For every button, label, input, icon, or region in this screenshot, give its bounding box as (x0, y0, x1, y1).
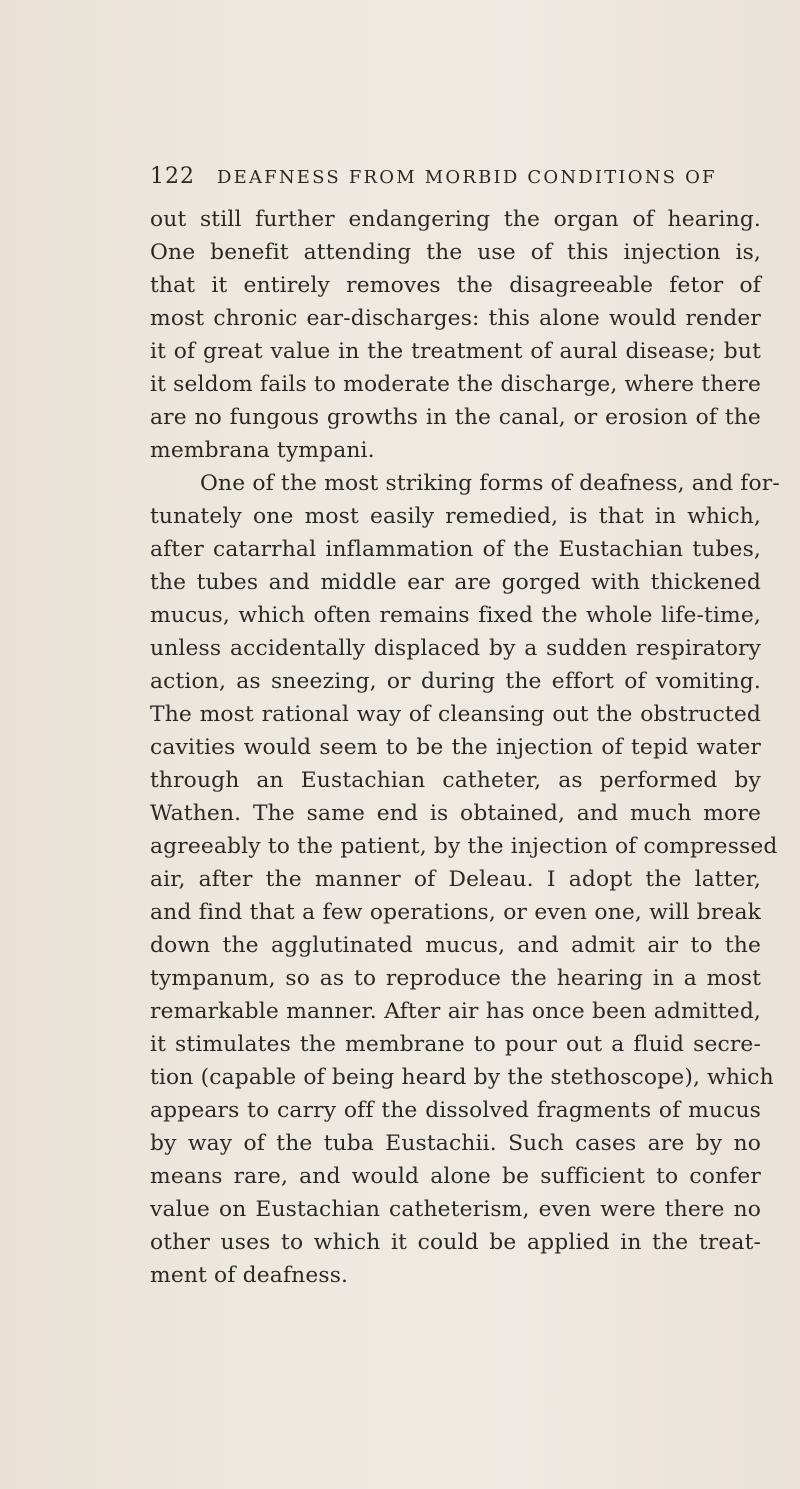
text-line: most chronic ear-discharges: this alone would render (150, 306, 761, 331)
text-line: are no fungous growths in the canal, or erosion of the (150, 405, 761, 430)
text-line: by way of the tuba Eustachii. Such cases are by no (150, 1131, 761, 1156)
text-line: it stimulates the membrane to pour out a fluid secre- (150, 1032, 761, 1057)
text-line: it seldom fails to moderate the discharge, where there (150, 372, 762, 397)
running-head (150, 164, 730, 189)
running-title: DEAFNESS FROM MORBID CONDITIONS OF (217, 167, 717, 188)
text-line: The most rational way of cleansing out the obstructed (150, 702, 761, 727)
text-line: unless accidentally displaced by a sudden respiratory (150, 636, 761, 661)
text-line: ment of deafness. (150, 1263, 349, 1288)
text-line: action, as sneezing, or during the effort of vomiting. (150, 669, 761, 694)
text-line: mucus, which often remains fixed the whole life-time, (150, 603, 761, 628)
text-line: remarkable manner. After air has once been admitted, (150, 999, 761, 1024)
page-number: 122 (150, 164, 195, 189)
text-line: agreeably to the patient, by the injection of compressed (150, 834, 778, 859)
text-line: down the agglutinated mucus, and admit air to the (150, 933, 761, 958)
text-line: tion (capable of being heard by the stethoscope), which (150, 1065, 774, 1090)
text-line: it of great value in the treatment of aural disease; but (150, 339, 761, 364)
text-line: through an Eustachian catheter, as performed by (150, 768, 761, 793)
text-line: air, after the manner of Deleau. I adopt the latter, (150, 867, 761, 892)
text-line: other uses to which it could be applied in the treat- (150, 1230, 761, 1255)
text-line: and find that a few operations, or even one, will break (150, 900, 761, 925)
text-line: One benefit attending the use of this injection is, (150, 240, 761, 265)
text-line: One of the most striking forms of deafness, and for- (200, 471, 780, 496)
text-line: appears to carry off the dissolved fragments of mucus (150, 1098, 761, 1123)
text-line: out still further endangering the organ of hearing. (150, 207, 761, 232)
text-line: Wathen. The same end is obtained, and much more (150, 801, 761, 826)
text-line: membrana tympani. (150, 438, 375, 463)
body-text (150, 203, 780, 1292)
text-line: cavities would seem to be the injection of tepid water (150, 735, 761, 760)
text-line: after catarrhal inflammation of the Eustachian tubes, (150, 537, 761, 562)
text-line: tympanum, so as to reproduce the hearing in a most (150, 966, 761, 991)
text-line: the tubes and middle ear are gorged with thickened (150, 570, 761, 595)
text-line: tunately one most easily remedied, is that in which, (150, 504, 761, 529)
text-line: means rare, and would alone be sufficient to confer (150, 1164, 761, 1189)
text-line: that it entirely removes the disagreeable fetor of (150, 273, 761, 298)
text-line: value on Eustachian catheterism, even were there no (150, 1197, 761, 1222)
